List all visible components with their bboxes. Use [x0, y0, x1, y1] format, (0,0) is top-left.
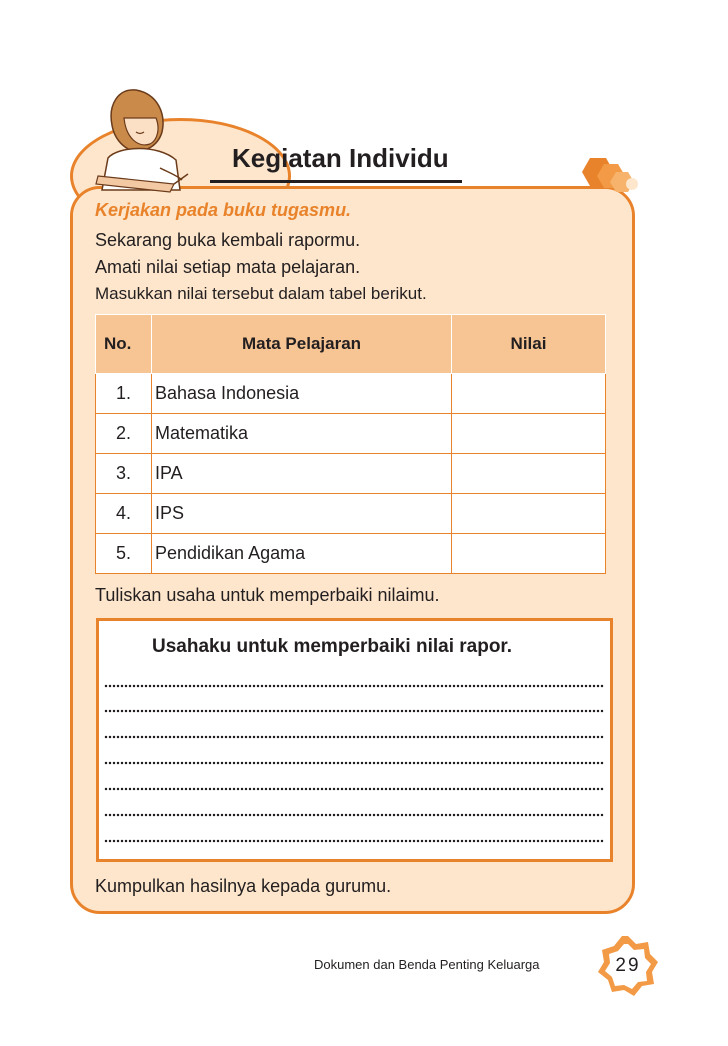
writing-line[interactable]: [104, 761, 604, 765]
table-row: [96, 374, 606, 414]
intro-line-3: Masukkan nilai tersebut dalam tabel berikut.: [95, 284, 427, 303]
intro-line-1: Sekarang buka kembali rapormu.: [95, 230, 361, 250]
instruction-text: Kerjakan pada buku tugasmu.: [95, 200, 352, 220]
writing-line[interactable]: [104, 684, 604, 688]
row-number: 4.: [96, 494, 152, 534]
title-underline: [210, 180, 462, 183]
table-row: [96, 494, 606, 534]
prompt-text: Tuliskan usaha untuk memperbaiki nilaimu.: [95, 585, 440, 605]
subject-name: Matematika: [152, 414, 452, 454]
col-header-no: No.: [96, 315, 152, 374]
grade-cell[interactable]: [452, 494, 606, 534]
grades-table: [95, 314, 606, 574]
activity-title: Kegiatan Individu: [232, 143, 449, 173]
grade-cell[interactable]: [452, 534, 606, 574]
writing-line[interactable]: [104, 787, 604, 791]
subject-name: IPS: [152, 494, 452, 534]
row-number: 1.: [96, 374, 152, 414]
intro-line-2: Amati nilai setiap mata pelajaran.: [95, 257, 361, 277]
row-number: 2.: [96, 414, 152, 454]
table-header-row: [96, 315, 606, 374]
grade-cell[interactable]: [452, 454, 606, 494]
col-header-grade: Nilai: [452, 315, 606, 374]
writing-line[interactable]: [104, 709, 604, 713]
girl-writing-illustration: [78, 80, 218, 200]
grade-cell[interactable]: [452, 414, 606, 454]
table-row: [96, 534, 606, 574]
col-header-subject: Mata Pelajaran: [152, 315, 452, 374]
grade-cell[interactable]: [452, 374, 606, 414]
row-number: 5.: [96, 534, 152, 574]
writing-line[interactable]: [104, 735, 604, 739]
subject-name: IPA: [152, 454, 452, 494]
book-title: Dokumen dan Benda Penting Keluarga: [314, 957, 540, 972]
writing-line[interactable]: [104, 813, 604, 817]
closing-text: Kumpulkan hasilnya kepada gurumu.: [95, 876, 392, 896]
writing-line[interactable]: [104, 839, 604, 843]
table-row: [96, 414, 606, 454]
page-number: 29: [615, 955, 641, 976]
effort-box-title: Usahaku untuk memperbaiki nilai rapor.: [152, 636, 513, 657]
subject-name: Pendidikan Agama: [152, 534, 452, 574]
subject-name: Bahasa Indonesia: [152, 374, 452, 414]
table-row: [96, 454, 606, 494]
row-number: 3.: [96, 454, 152, 494]
hexagon-decoration-icon: [576, 154, 640, 200]
